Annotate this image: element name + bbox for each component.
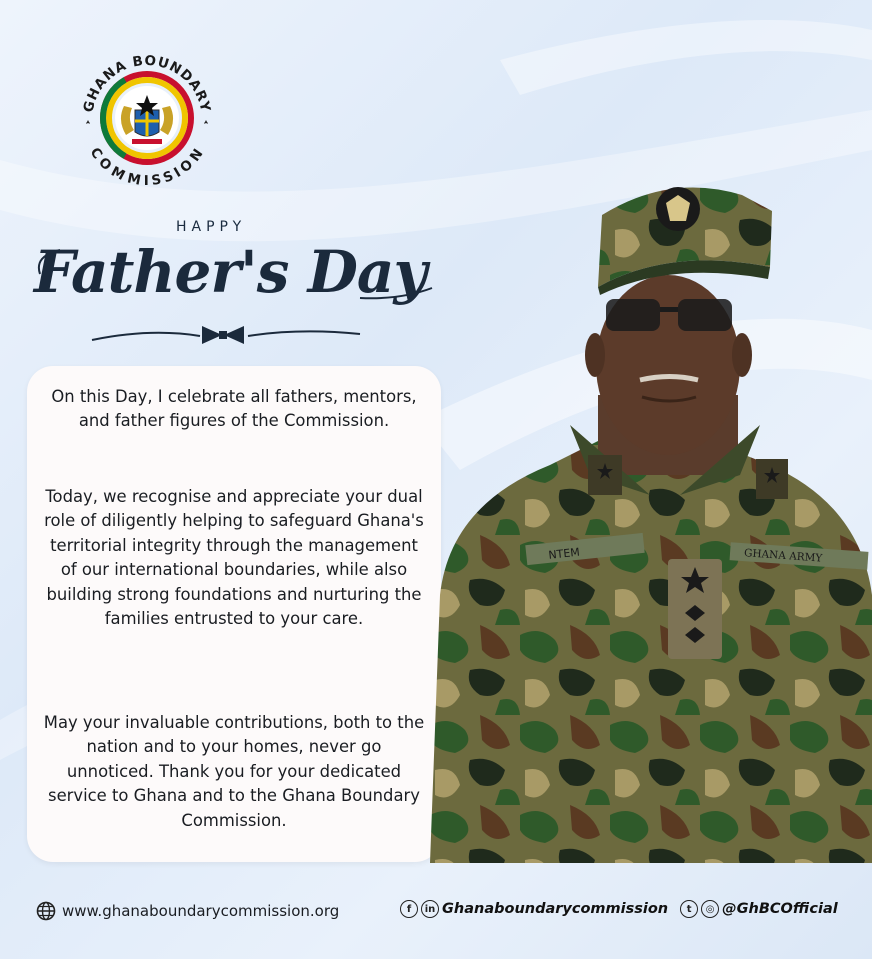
instagram-icon[interactable]: ◎ [701,900,719,918]
linkedin-icon[interactable]: in [421,900,439,918]
handle-ghbcofficial[interactable]: @GhBCOfficial [722,901,838,917]
svg-text:GHANA BOUNDARY: GHANA BOUNDARY [80,52,214,114]
officer-portrait [430,175,872,863]
website-link[interactable] [36,901,339,921]
footer [0,880,872,940]
facebook-icon[interactable]: f [400,900,418,918]
website-text: www.ghanaboundarycommission.org [62,902,340,920]
name-tape: NTEM [547,545,581,562]
commission-logo [72,40,222,190]
bow-tie-flourish [30,230,450,360]
globe-icon [36,901,56,921]
heading-fathers-day: Father's Day [34,238,427,306]
unit-tape: GHANA ARMY [743,547,823,565]
message-paragraph-3: May your invaluable contributions, both to the nation and to your homes, never go unnoticed. Thank you for your dedicated service to Ghana and to the Ghana Boundary Commission. [43,713,425,830]
svg-text:COMMISSION: COMMISSION [86,144,208,190]
heading-happy: HAPPY [176,219,247,235]
message-paragraph-1: On this Day, I celebrate all fathers, mentors, and father figures of the Commission. [51,387,417,431]
social-links [400,900,838,918]
message-card [27,366,441,862]
twitter-icon[interactable]: t [680,900,698,918]
message-paragraph-2: Today, we recognise and appreciate your dual role of diligently helping to safeguard Ghana's territorial integrity through the management of our international boundaries, while also building strong foundations and nurturing the families entrusted to your care. [44,487,424,629]
handle-ghanaboundarycommission[interactable]: Ghanaboundarycommission [442,901,669,917]
